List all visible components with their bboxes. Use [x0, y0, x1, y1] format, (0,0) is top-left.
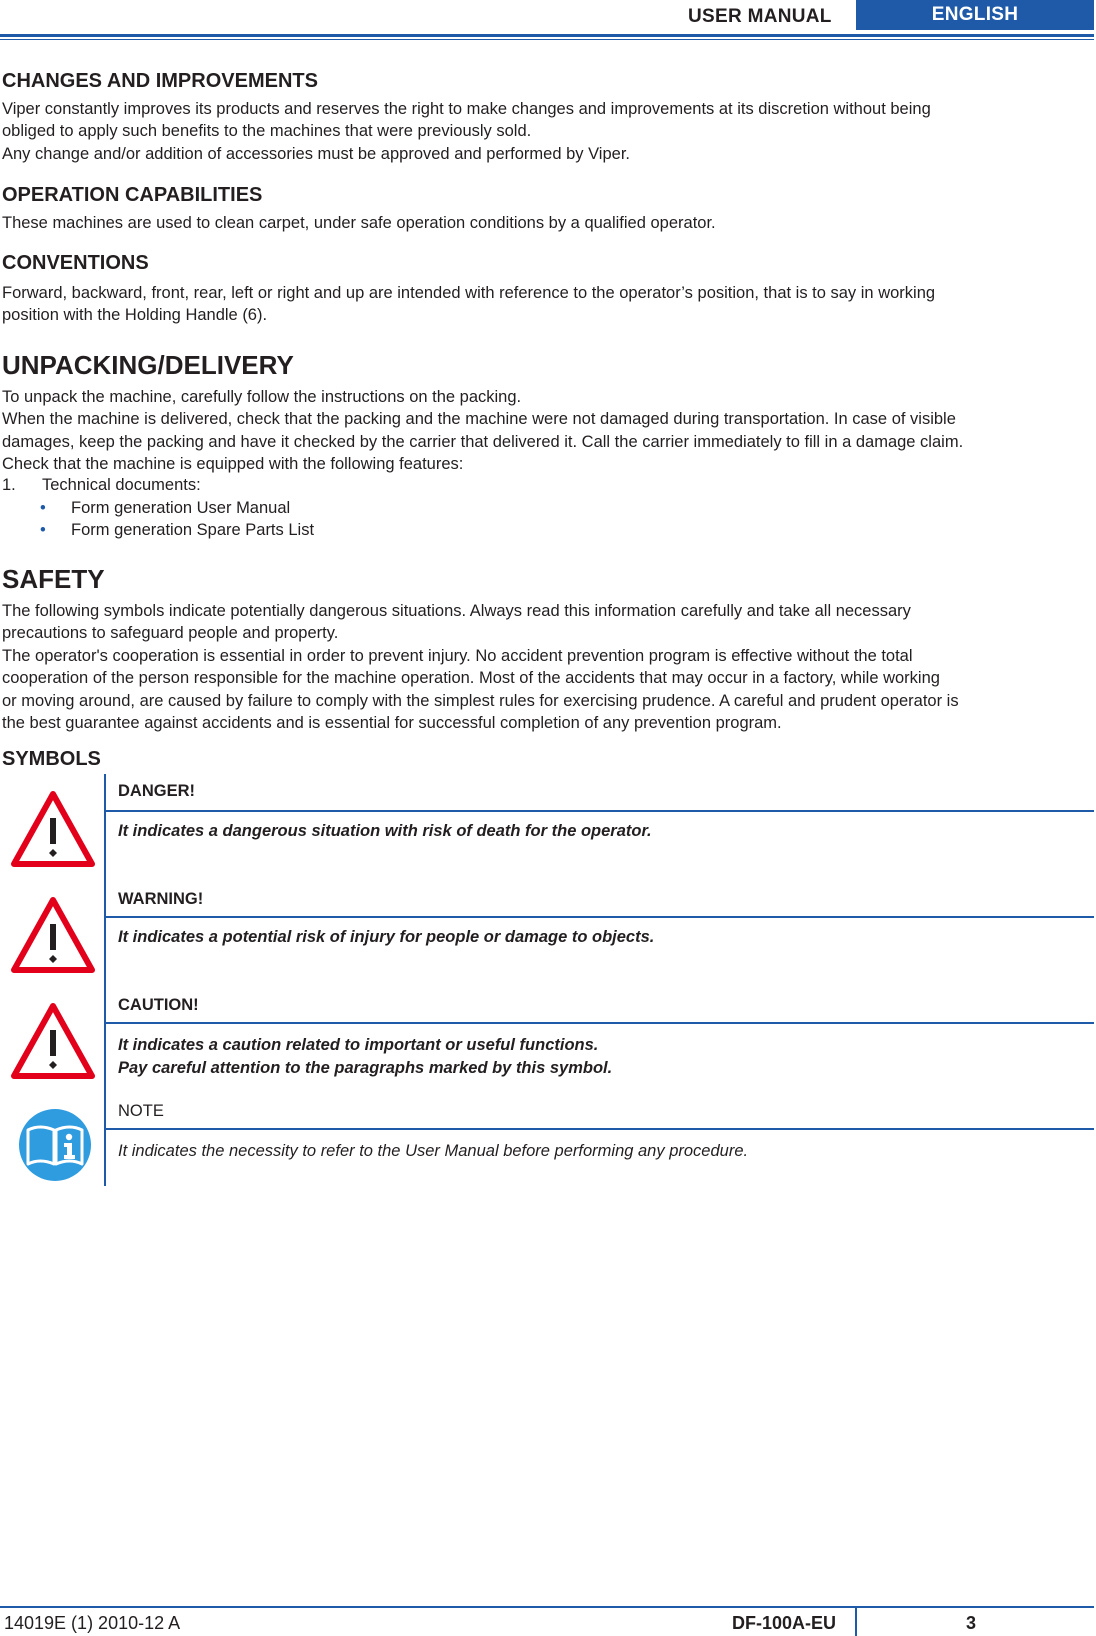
bullet-item: Form generation User Manual: [71, 499, 291, 517]
text-line: position with the Holding Handle (6).: [2, 306, 268, 325]
danger-text: [118, 820, 652, 843]
operation-paragraph: [2, 212, 1096, 234]
symbol-rule: [104, 810, 1094, 812]
text-line: It indicates a dangerous situation with risk of death for the operator.: [118, 822, 652, 840]
symbol-rule: [104, 916, 1094, 918]
footer-rule: [0, 1606, 1094, 1608]
symbol-rule: [104, 1022, 1094, 1024]
list-number: 1.: [2, 476, 16, 494]
unpacking-paragraph: [2, 386, 1096, 476]
unpacking-heading: UNPACKING/DELIVERY: [2, 350, 294, 380]
model-number: DF-100A-EU: [732, 1613, 837, 1633]
text-line: The following symbols indicate potentially dangerous situations. Always read this information carefully and take all necessary: [2, 602, 911, 620]
text-line: obliged to apply such benefits to the machines that were previously sold.: [2, 122, 532, 141]
caution-triangle-icon: [10, 1002, 96, 1080]
document-code: 14019E (1) 2010-12 A: [4, 1613, 181, 1633]
text-line: It indicates a potential risk of injury for people or damage to objects.: [118, 928, 655, 946]
footer-separator: [855, 1608, 857, 1636]
text-line: It indicates the necessity to refer to the User Manual before performing any procedure.: [118, 1142, 749, 1160]
symbols-vertical-rule: [104, 774, 106, 1186]
text-line: It indicates a caution related to important or useful functions.: [118, 1036, 599, 1054]
conventions-paragraph: [2, 282, 1096, 327]
safety-heading: SAFETY: [2, 564, 105, 594]
danger-triangle-icon: [10, 790, 96, 868]
bullet-icon: •: [40, 521, 46, 539]
safety-paragraph: [2, 600, 1096, 734]
header-language-tab: ENGLISH: [856, 0, 1094, 30]
text-line: cooperation of the person responsible for the machine operation. Most of the accidents that may occur in a factory, while working: [2, 669, 940, 688]
warning-triangle-icon: [10, 896, 96, 974]
text-line: Check that the machine is equipped with the following features:: [2, 455, 464, 474]
text-line: Pay careful attention to the paragraphs marked by this symbol.: [118, 1058, 613, 1077]
text-line: Forward, backward, front, rear, left or right and up are intended with reference to the operator’s position, that is to say in working: [2, 284, 936, 302]
list-item-text: Technical documents:: [42, 476, 201, 494]
text-line: When the machine is delivered, check that the packing and the machine were not damaged during transportation. In case of visible: [2, 410, 956, 429]
warning-text: [118, 926, 654, 949]
text-line: Any change and/or addition of accessories must be approved and performed by Viper.: [2, 144, 630, 163]
caution-text: [118, 1034, 612, 1079]
warning-label: WARNING!: [118, 890, 204, 908]
text-line: damages, keep the packing and have it checked by the carrier that delivered it. Call the carrier immediately to fill in a damage claim.: [2, 432, 964, 451]
changes-paragraph: [2, 98, 1096, 165]
text-line: the best guarantee against accidents and is essential for successful completion of any prevention program.: [2, 714, 782, 733]
text-line: These machines are used to clean carpet, under safe operation conditions by a qualified operator.: [2, 214, 716, 232]
danger-label: DANGER!: [118, 782, 195, 800]
bullet-item: Form generation Spare Parts List: [71, 521, 315, 539]
note-text: [118, 1140, 748, 1163]
page-number: 3: [966, 1613, 977, 1633]
bullet-icon: •: [40, 499, 46, 517]
conventions-heading: CONVENTIONS: [2, 252, 149, 274]
text-line: The operator's cooperation is essential in order to prevent injury. No accident prevention program is effective without the total: [2, 646, 913, 665]
note-label: NOTE: [118, 1102, 164, 1120]
header-rule: [0, 34, 1094, 37]
manual-info-icon: [18, 1108, 92, 1182]
header-rule-thin: [0, 39, 1094, 40]
text-line: To unpack the machine, carefully follow the instructions on the packing.: [2, 388, 522, 406]
text-line: or moving around, are caused by failure to comply with the simplest rules for exercising prudence. A careful and prudent operator is: [2, 691, 959, 710]
symbol-rule: [104, 1128, 1094, 1130]
caution-label: CAUTION!: [118, 996, 199, 1014]
header-manual-label: USER MANUAL: [688, 6, 832, 27]
changes-heading: CHANGES AND IMPROVEMENTS: [2, 70, 318, 92]
operation-heading: OPERATION CAPABILITIES: [2, 184, 263, 206]
text-line: precautions to safeguard people and property.: [2, 624, 339, 643]
text-line: Viper constantly improves its products and reserves the right to make changes and improvements at its discretion without being: [2, 100, 931, 118]
symbols-heading: SYMBOLS: [2, 748, 101, 770]
